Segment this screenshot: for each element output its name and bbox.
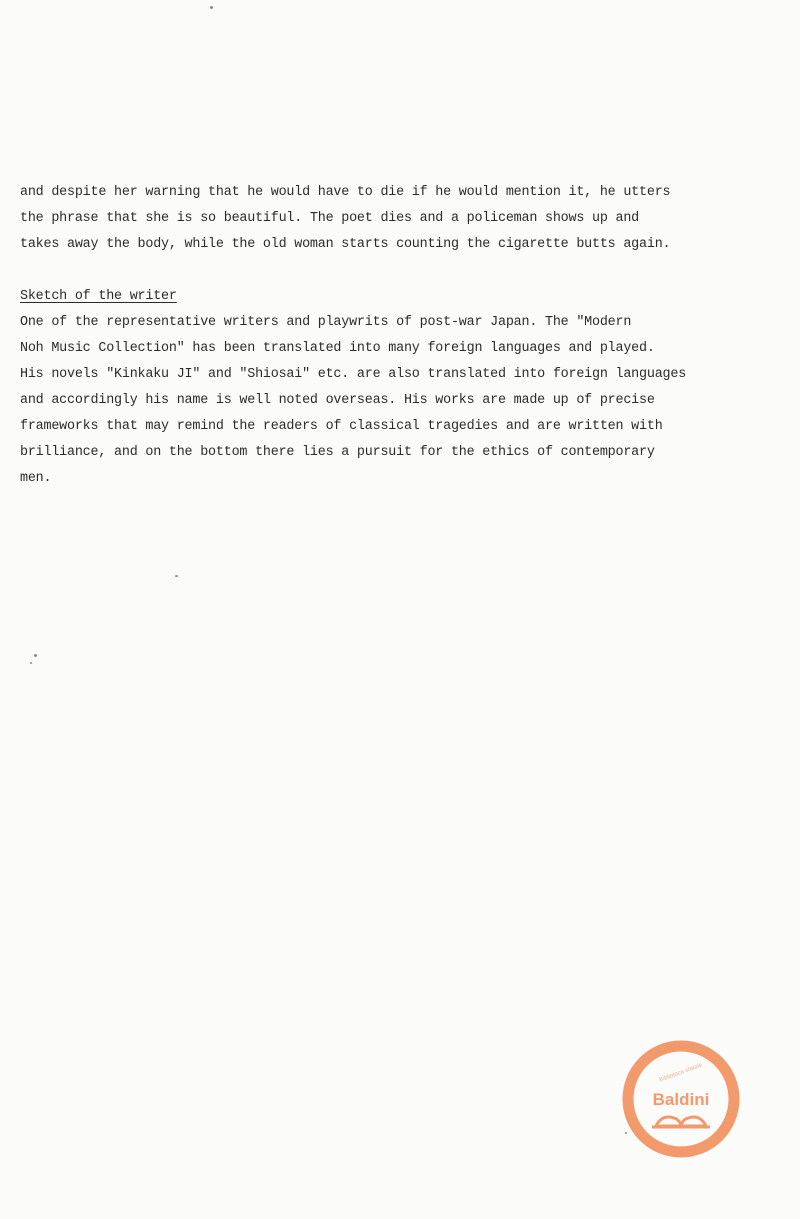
text-line: takes away the body, while the old woman starts counting the cigarette butts again. <box>20 237 671 252</box>
paragraph-plot-ending <box>20 180 740 258</box>
text-line: the phrase that she is so beautiful. The poet dies and a policeman shows up and <box>20 211 640 226</box>
paper-speck <box>30 662 32 664</box>
text-line: and accordingly his name is well noted overseas. His works are made up of precise <box>20 393 655 408</box>
text-line: and despite her warning that he would have to die if he would mention it, he utters <box>20 185 671 200</box>
text-line: frameworks that may remind the readers of classical tragedies and are written with <box>20 419 663 434</box>
paper-speck <box>34 654 37 657</box>
section-heading: Sketch of the writer <box>20 289 177 304</box>
text-line: One of the representative writers and playwrits of post-war Japan. The "Modern <box>20 315 632 330</box>
paper-speck <box>210 6 213 9</box>
text-line: men. <box>20 471 52 486</box>
logo-wordmark: Baldini <box>652 1090 710 1109</box>
section-heading-line <box>20 284 740 310</box>
text-line: brilliance, and on the bottom there lies a pursuit for the ethics of contemporary <box>20 445 655 460</box>
section-writer-sketch <box>20 284 740 492</box>
paper-speck <box>175 575 178 577</box>
text-line: Noh Music Collection" has been translated into many foreign languages and played. <box>20 341 655 356</box>
text-line: His novels "Kinkaku JI" and "Shiosai" etc. are also translated into foreign languages <box>20 367 687 382</box>
baldini-library-logo <box>622 1040 740 1158</box>
logo-small-text: Biblioteca statale <box>658 1062 704 1084</box>
